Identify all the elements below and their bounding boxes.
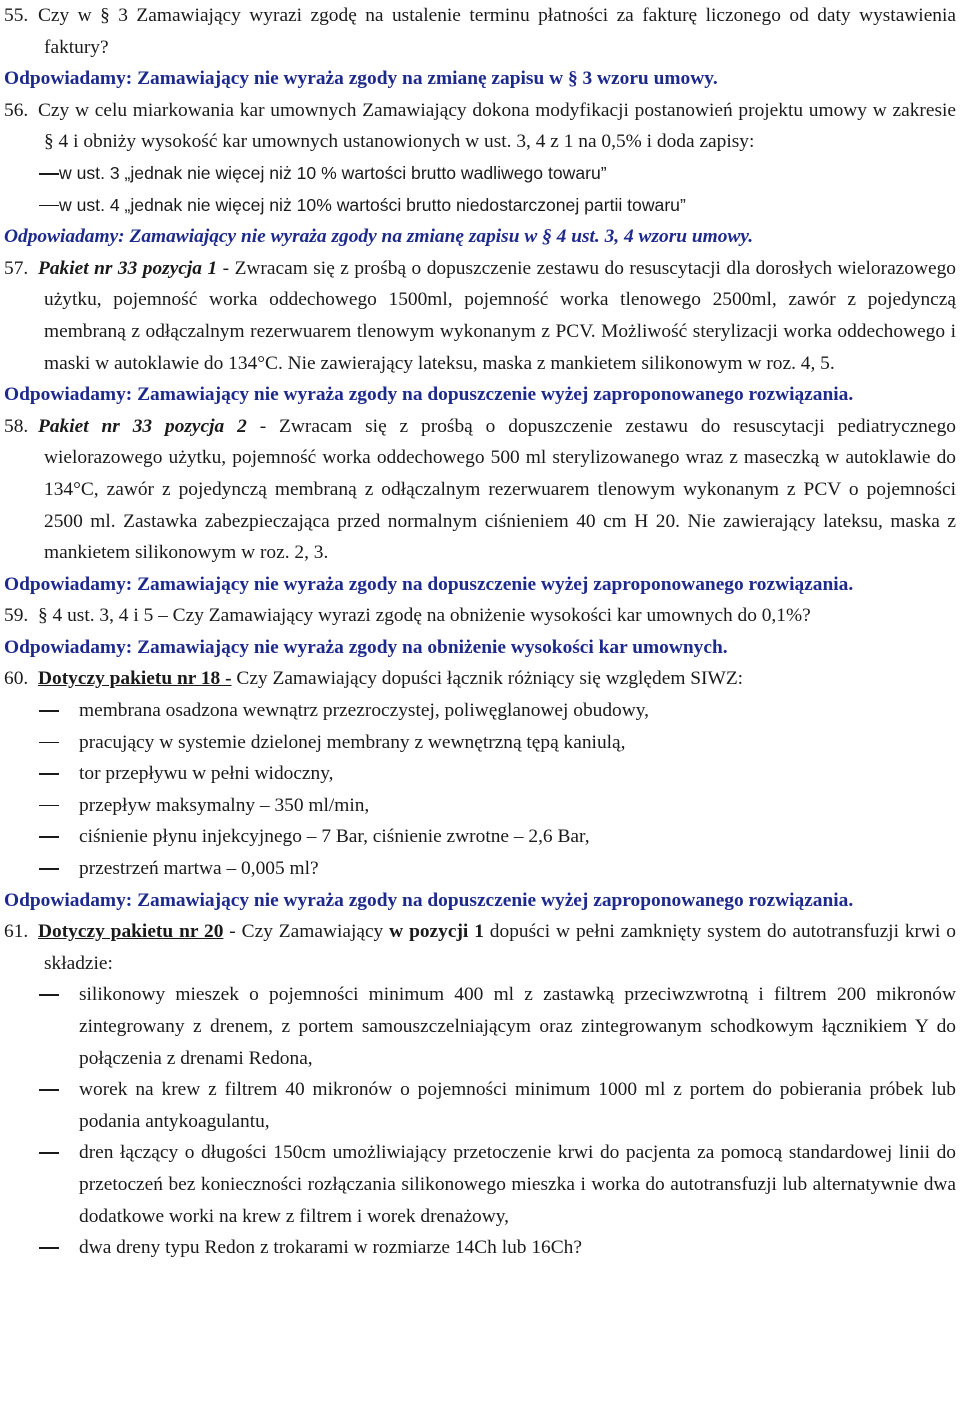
question-55 [4,0,956,63]
question-58 [4,411,956,569]
question-text: Czy Zamawiający dopuści łącznik różniący się względem SIWZ: [231,668,744,690]
answer-55: Odpowiadamy: Zamawiający nie wyraża zgody na zmianę zapisu w § 3 wzoru umowy. [4,68,718,90]
list-item: w ust. 3 „jednak nie więcej niż 10 % wartości brutto wadliwego towaru” [4,158,956,190]
question-text: - Zwracam się z prośbą o dopuszczenie zestawu do resuscytacji pediatrycznego wielorazowego użytku, pojemność worka oddechowego 500 ml sterylizowanego wraz z maseczką w autoklawie do 134°C, zawór z pojedynczą membraną z odłączalnym rezerwuarem tlenowym wykonanym z PCV o pojemności 2500 ml. Zastawka zabezpieczająca przed normalnym ciśnieniem 40 cm H 20. Nie zawierający lateksu, maska z mankietem silikonowym w roz. 2, 3. [44,415,956,564]
question-number: 58. [4,415,29,437]
question-text: Czy w celu miarkowania kar umownych Zamawiający dokona modyfikacji postanowień projektu umowy w zakresie § 4 i obniży wysokość kar umownych ustanowionych w ust. 3, 4 z 1 na 0,5% i doda zapisy: [38,99,956,153]
dash-list [4,158,956,221]
list-item: pracujący w systemie dzielonej membrany z wewnętrzną tępą kaniulą, [4,727,956,759]
list-item: ciśnienie płynu injekcyjnego – 7 Bar, ciśnienie zwrotne – 2,6 Bar, [4,821,956,853]
question-59 [4,600,956,632]
answer-59: Odpowiadamy: Zamawiający nie wyraża zgody na obniżenie wysokości kar umownych. [4,636,728,658]
answer-57: Odpowiadamy: Zamawiający nie wyraża zgody na dopuszczenie wyżej zaproponowanego rozwiązania. [4,384,854,406]
question-57 [4,253,956,379]
question-text: Czy w § 3 Zamawiający wyrazi zgodę na ustalenie terminu płatności za fakturę liczonego od daty wystawienia faktury? [38,5,956,58]
question-number: 57. [4,257,29,279]
question-text: - Zwracam się z prośbą o dopuszczenie zestawu do resuscytacji dla dorosłych wielorazowego użytku, pojemność worka oddechowego 1500ml, pojemność worka tlenowego 2500ml, zawór z pojedynczą membraną z odłączalnym rezerwuarem tlenowym wykonanym z PCV. Możliwość sterylizacji worka oddechowego i maski w autoklawie do 134°C. Nie zawierający lateksu, maska z mankietem silikonowym w roz. 4, 5. [44,257,956,374]
dash-list [4,979,956,1263]
dash-bullet [39,868,59,870]
question-60 [4,663,956,695]
dash-list [4,695,956,885]
question-number: 61. [4,921,29,943]
answer-60: Odpowiadamy: Zamawiający nie wyraża zgody na dopuszczenie wyżej zaproponowanego rozwiązania. [4,889,854,911]
dash-bullet [39,805,59,807]
list-item: dren łączący o długości 150cm umożliwiający przetoczenie krwi do pacjenta za pomocą standardowej linii do przetoczeń bez konieczności rozłączania silikonowego mieszka i worka do autotransfuzji lub alternatywnie dwa dodatkowe worki na krew z filtrem i worek drenażowy, [4,1137,956,1232]
question-lead: Dotyczy pakietu nr 18 - [38,668,232,690]
dash-bullet [39,173,59,175]
question-number: 55. [4,5,29,26]
question-lead: Dotyczy pakietu nr 20 [38,921,224,943]
dash-bullet [39,1247,59,1249]
dash-bullet [39,205,59,207]
list-item: dwa dreny typu Redon z trokarami w rozmiarze 14Ch lub 16Ch? [4,1232,956,1264]
dash-bullet [39,1089,59,1091]
dash-bullet [39,742,59,744]
list-item: przestrzeń martwa – 0,005 ml? [4,853,956,885]
question-61: 61. Dotyczy pakietu nr 20 - Czy Zamawiający w pozycji 1 dopuści w pełni zamknięty system do autotransfuzji krwi o składzie: [44,916,956,979]
list-item: membrana osadzona wewnątrz przezroczystej, poliwęglanowej obudowy, [4,695,956,727]
dash-bullet [39,710,59,712]
dash-bullet [39,994,59,996]
question-56 [4,95,956,158]
dash-bullet [39,836,59,838]
question-number: 60. [4,668,29,690]
question-text: § 4 ust. 3, 4 i 5 – Czy Zamawiający wyrazi zgodę na obniżenie wysokości kar umownych do 0,1%? [38,605,811,627]
answer-58: Odpowiadamy: Zamawiający nie wyraża zgody na dopuszczenie wyżej zaproponowanego rozwiązania. [4,573,854,595]
dash-bullet [39,1152,59,1154]
list-item: tor przepływu w pełni widoczny, [4,758,956,790]
answer-56: Odpowiadamy: Zamawiający nie wyraża zgody na zmianę zapisu w § 4 ust. 3, 4 wzoru umowy. [4,226,754,248]
question-lead: Pakiet nr 33 pozycja 2 [38,415,247,437]
dash-bullet [39,773,59,775]
list-item: silikonowy mieszek o pojemności minimum 400 ml z zastawką przeciwzwrotną i filtrem 200 mikronów zintegrowany z drenem, z portem samouszczelniającym oraz zintegrowanym schodkowym łącznikiem Y do połączenia z drenami Redona, [4,979,956,1074]
list-item: w ust. 4 „jednak nie więcej niż 10% wartości brutto niedostarczonej partii towaru” [4,190,956,222]
list-item: worek na krew z filtrem 40 mikronów o pojemności minimum 1000 ml z portem do pobierania próbek lub podania antykoagulantu, [4,1074,956,1137]
question-emphasis: w pozycji 1 [389,921,484,943]
question-lead: Pakiet nr 33 pozycja 1 [38,257,218,279]
list-item: przepływ maksymalny – 350 ml/min, [4,790,956,822]
question-number: 59. [4,605,29,627]
question-number: 56. [4,99,29,121]
